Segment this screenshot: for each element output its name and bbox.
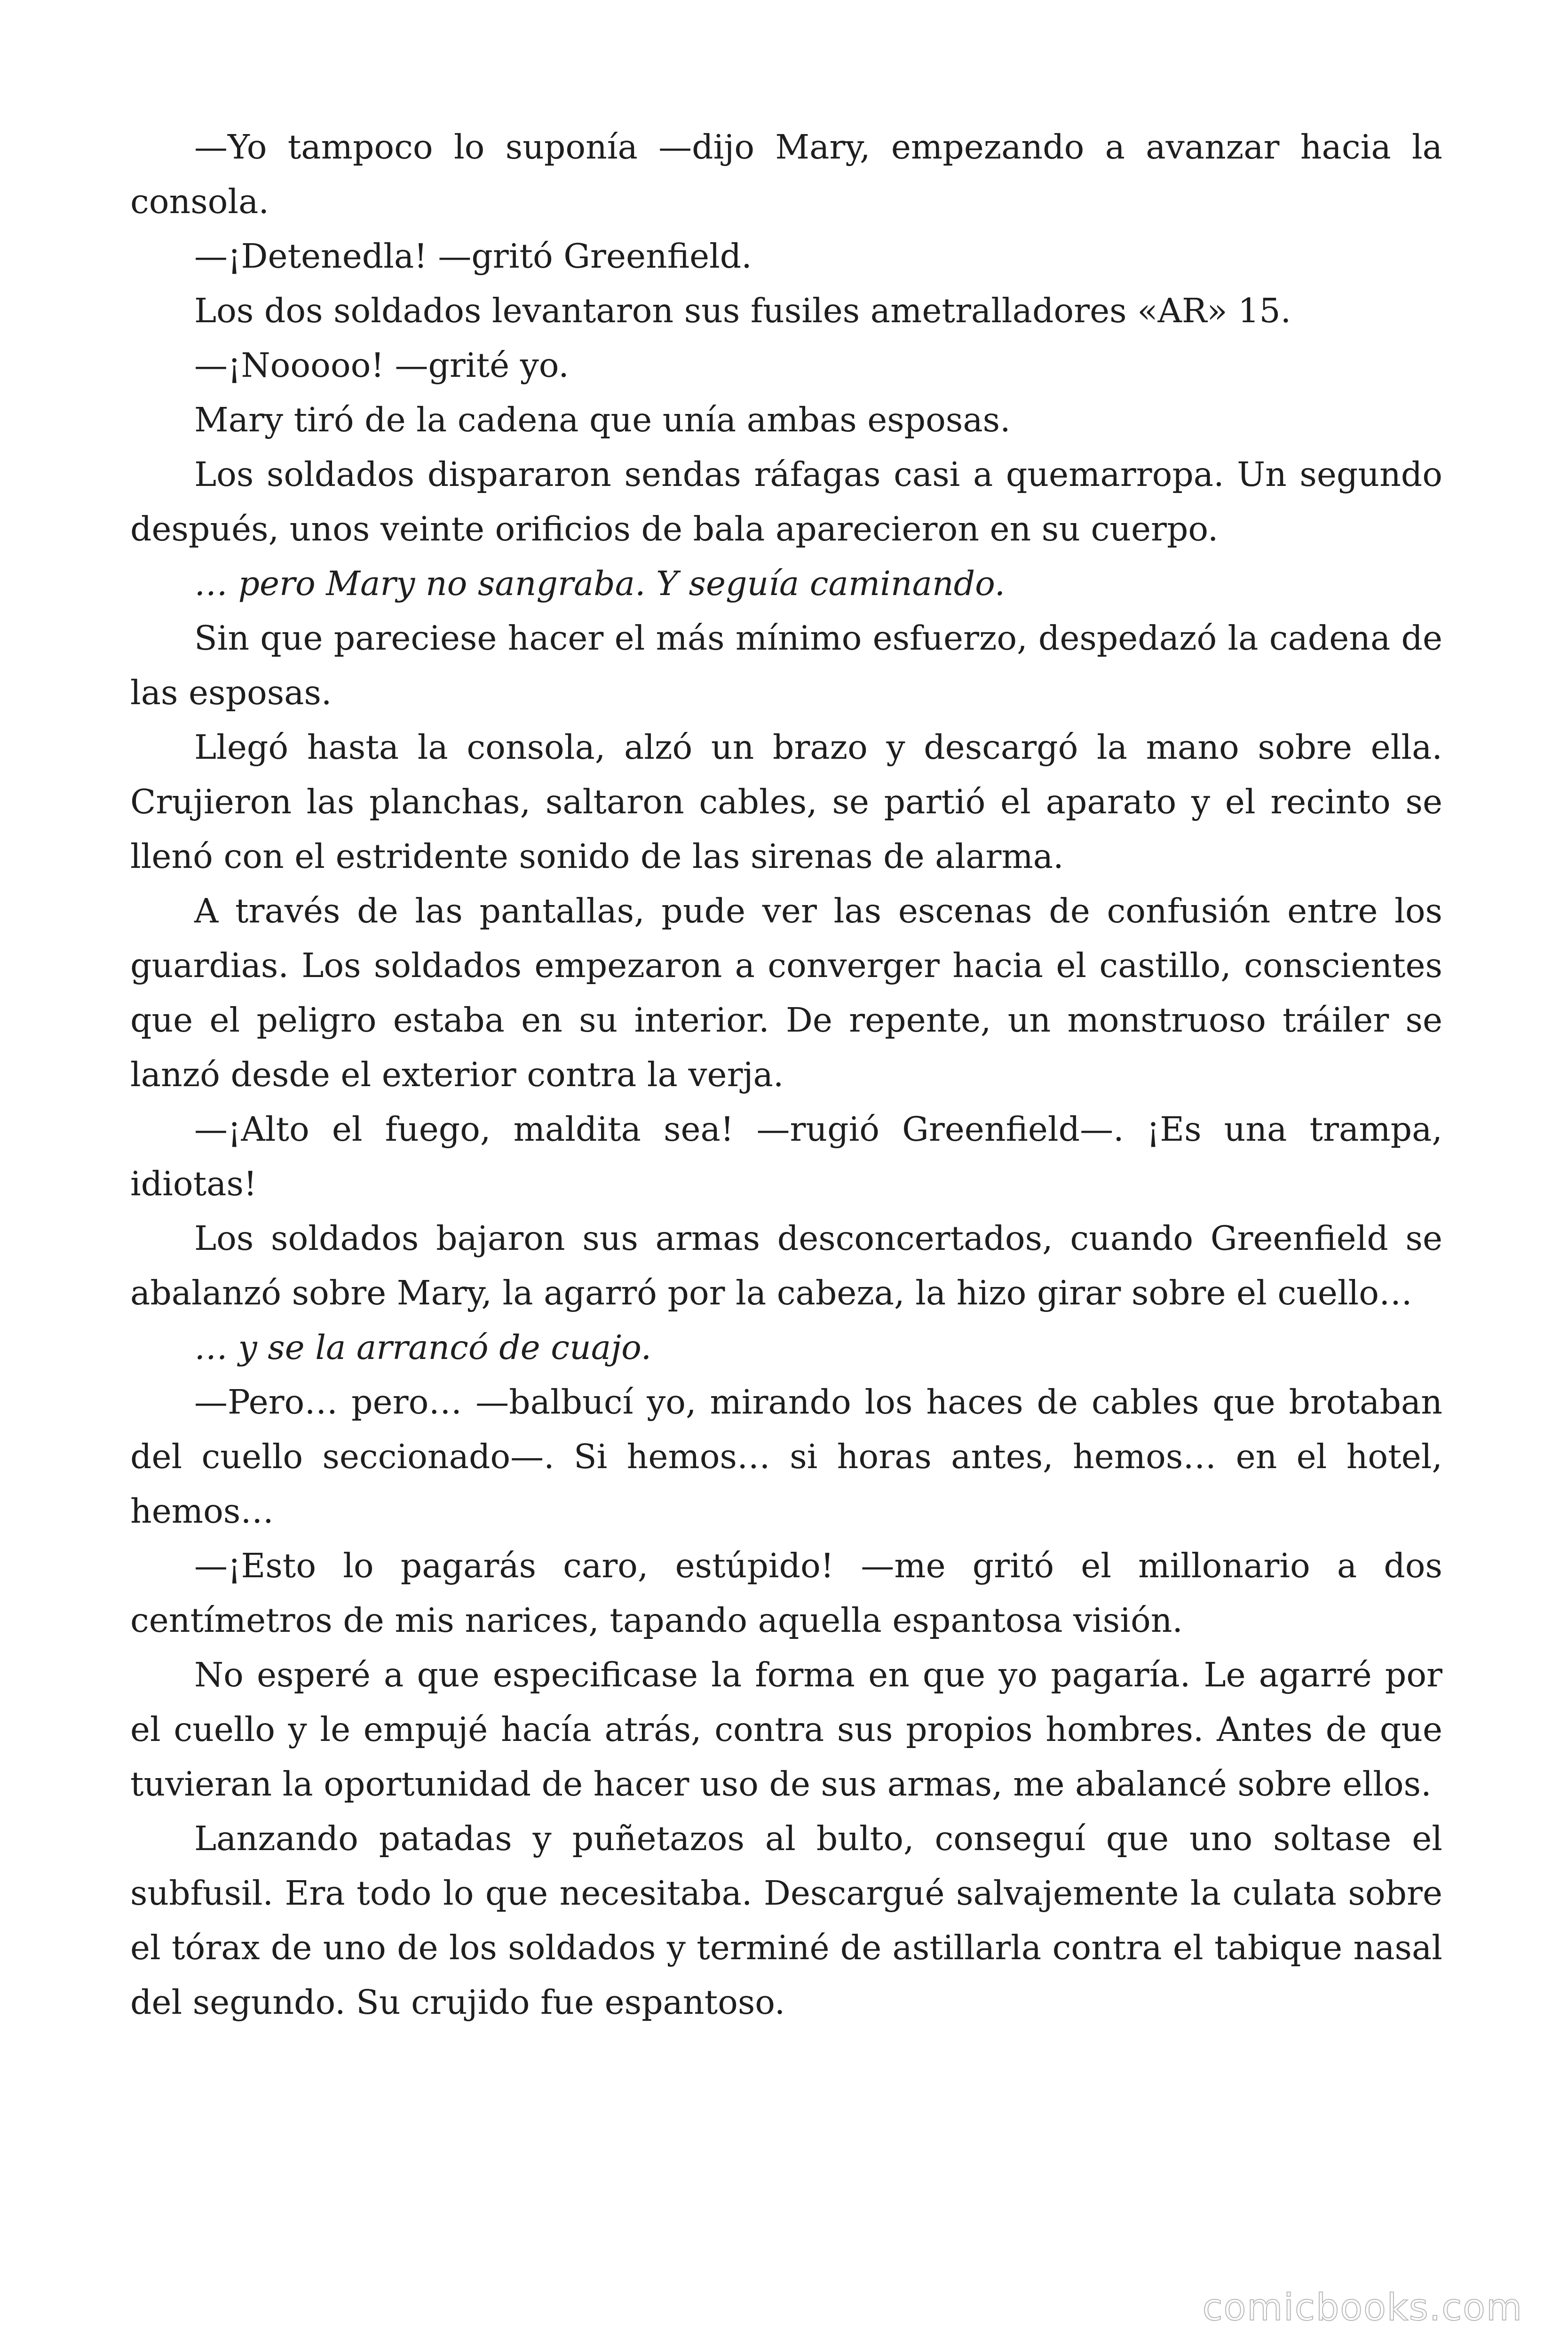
paragraph-15: —¡Esto lo pagarás caro, estúpido! —me gritó el millonario a dos centímetros de mis narices, tapando aquella espantosa visión. — [130, 1546, 1442, 1640]
paragraph-7-italic: … pero Mary no sangraba. Y seguía caminando. — [194, 564, 1006, 603]
paragraph-8: Sin que pareciese hacer el más mínimo esfuerzo, despedazó la cadena de las esposas. — [130, 619, 1442, 712]
paragraph-4: —¡Nooooo! —grité yo. — [194, 346, 569, 385]
watermark-logo: comicbooks.com — [1202, 2287, 1523, 2329]
page-body — [130, 120, 1442, 2030]
paragraph-12: Los soldados bajaron sus armas desconcertados, cuando Greenfield se abalanzó sobre Mary, la agarró por la cabeza, la hizo girar sobre el cuello… — [130, 1219, 1442, 1312]
paragraph-5: Mary tiró de la cadena que unía ambas esposas. — [194, 400, 1011, 439]
paragraph-10: A través de las pantallas, pude ver las escenas de confusión entre los guardias. Los soldados empezaron a converger hacia el castillo, conscientes que el peligro estaba en su interior. De repente, un monstruoso tráiler se lanzó desde el exterior contra la verja. — [130, 891, 1442, 1094]
paragraph-16: No esperé a que especificase la forma en que yo pagaría. Le agarré por el cuello y le empujé hacía atrás, contra sus propios hombres. Antes de que tuvieran la oportunidad de hacer uso de sus armas, me abalancé sobre ellos. — [130, 1655, 1442, 1804]
paragraph-6: Los soldados dispararon sendas ráfagas casi a quemarropa. Un segundo después, unos veinte orificios de bala aparecieron en su cuerpo. — [130, 455, 1442, 548]
paragraph-13-italic: … y se la arrancó de cuajo. — [194, 1328, 652, 1367]
paragraph-1: —Yo tampoco lo suponía —dijo Mary, empezando a avanzar hacia la consola. — [130, 127, 1442, 221]
paragraph-11: —¡Alto el fuego, maldita sea! —rugió Greenfield—. ¡Es una trampa, idiotas! — [130, 1110, 1442, 1203]
paragraph-14: —Pero… pero… —balbucí yo, mirando los haces de cables que brotaban del cuello seccionado—. Si hemos… si horas antes, hemos… en el hotel, hemos… — [130, 1383, 1442, 1531]
paragraph-2: —¡Detenedla! —gritó Greenfield. — [194, 237, 752, 276]
paragraph-17: Lanzando patadas y puñetazos al bulto, conseguí que uno soltase el subfusil. Era todo lo que necesitaba. Descargué salvajemente la culata sobre el tórax de uno de los soldados y terminé de astillarla contra el tabique nasal del segundo. Su crujido fue espantoso. — [130, 1819, 1442, 2022]
paragraph-9: Llegó hasta la consola, alzó un brazo y descargó la mano sobre ella. Crujieron las planchas, saltaron cables, se partió el aparato y el recinto se llenó con el estridente sonido de las sirenas de alarma. — [130, 728, 1442, 876]
paragraph-3: Los dos soldados levantaron sus fusiles ametralladores «AR» 15. — [194, 291, 1291, 330]
